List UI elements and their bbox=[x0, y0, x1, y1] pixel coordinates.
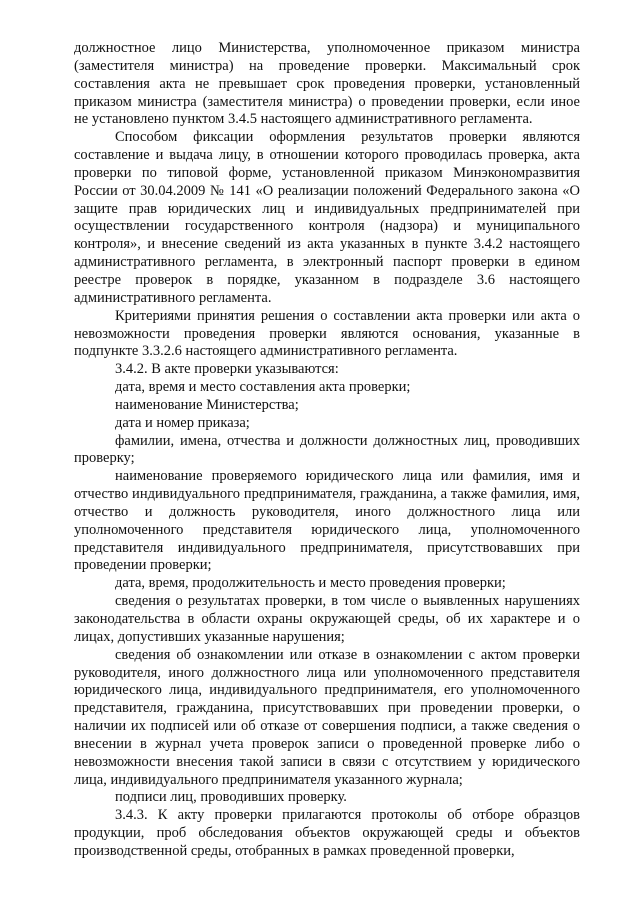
list-item-date-place: дата, время и место составления акта проверки; bbox=[115, 379, 411, 396]
paragraph-fixation-method: Способом фиксации оформления результатов проверки являются составление и выдача лицу, в отношении которого проводилась проверка, акта проверки по типовой форме, установленной приказом Минэкономразвития России от 30.04.2009 № 141 «О реализации положений Федерального закона «О защите прав юридических лиц и индивидуальных предпринимателей при осуществлении государственного контроля (надзора) и муниципального контроля», и внесение сведений из акта указанных в пункте 3.4.2 настоящего административного регламента, в электронный паспорт проверки в едином реестре проверок в порядке, указанном в подразделе 3.6 настоящего административного регламента. bbox=[74, 129, 580, 306]
list-item-results: сведения о результатах проверки, в том числе о выявленных нарушениях законодательства в области охраны окружающей среды, об их характере и о лицах, допустивших указанные нарушения; bbox=[74, 593, 580, 645]
list-item-ministry-name: наименование Министерства; bbox=[115, 396, 299, 413]
section-3-4-3: 3.4.3. К акту проверки прилагаются протоколы об отборе образцов продукции, проб обследования объектов окружающей среды и объектов производственной среды, отобранных в рамках проведенной проверки, bbox=[74, 807, 580, 859]
paragraph-act-signatory: должностное лицо Министерства, уполномоченное приказом министра (заместителя министра) на проведение проверки. Максимальный срок составления акта не превышает срок проведения проверки, установленный приказом министра (заместителя министра) о проведении проверки, если иное не установлено пунктом 3.4.5 настоящего административного регламента. bbox=[74, 40, 580, 128]
paragraph-decision-criteria: Критериями принятия решения о составлении акта проверки или акта о невозможности проведения проверки являются основания, указанные в подпункте 3.3.2.6 настоящего административного регламента. bbox=[74, 307, 580, 360]
list-item-inspectors: фамилии, имена, отчества и должности должностных лиц, проводивших проверку; bbox=[74, 432, 580, 467]
list-item-duration: дата, время, продолжительность и место проведения проверки; bbox=[115, 575, 506, 592]
document-page bbox=[74, 40, 580, 861]
list-item-inspected-entity: наименование проверяемого юридического лица или фамилия, имя и отчество индивидуального предпринимателя, гражданина, а также фамилия, имя, отчество и должность руководителя, иного должностного лица или уполномоченного представителя юридического лица, уполномоченного представителя индивидуального предпринимателя, присутствовавших при проведении проверки; bbox=[74, 468, 580, 574]
section-3-4-2-heading: 3.4.2. В акте проверки указываются: bbox=[115, 361, 339, 378]
list-item-signatures: подписи лиц, проводивших проверку. bbox=[115, 789, 347, 806]
list-item-acknowledgement: сведения об ознакомлении или отказе в ознакомлении с актом проверки руководителя, иного должностного лица или уполномоченного представителя юридического лица, индивидуального предпринимателя, его уполномоченного представителя, гражданина, присутствовавших при проведении проверки, о наличии их подписей или об отказе от совершения подписи, а также сведения о внесении в журнал учета проверок записи о проведенной проверке либо о невозможности внесения такой записи в связи с отсутствием у юридического лица, индивидуального предпринимателя указанного журнала; bbox=[74, 646, 580, 788]
list-item-order-number: дата и номер приказа; bbox=[115, 414, 250, 431]
